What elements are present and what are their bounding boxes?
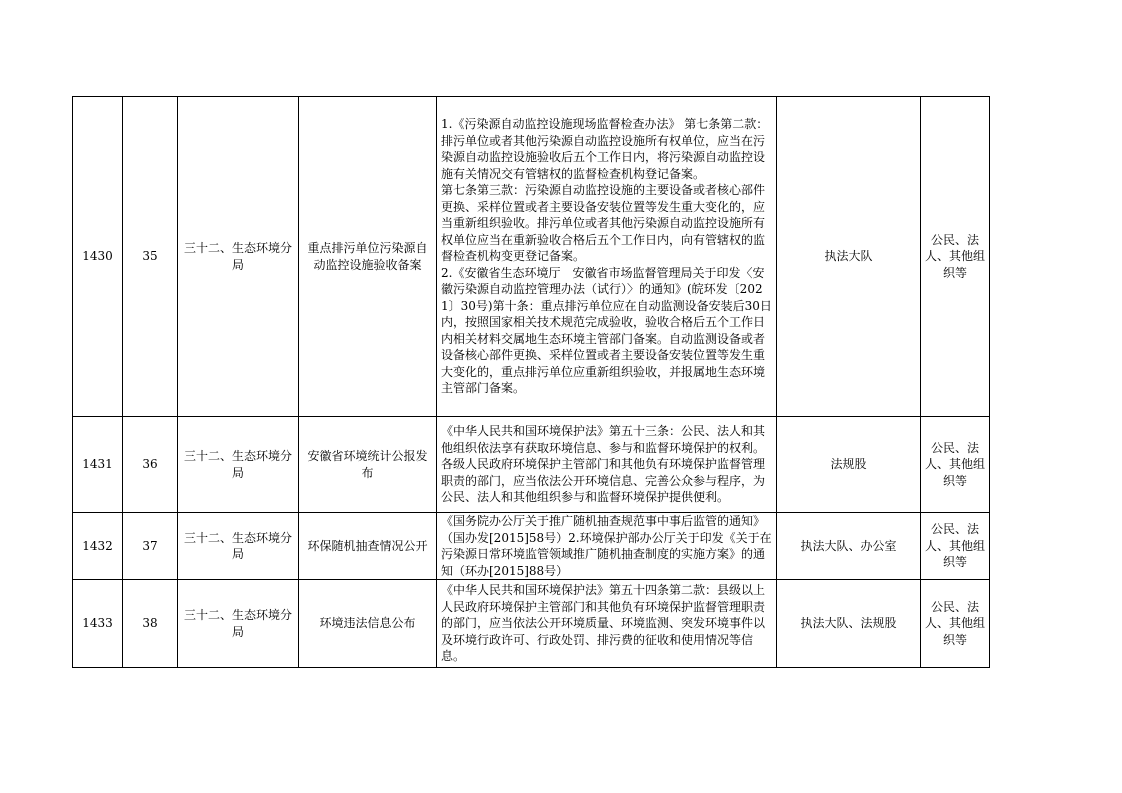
table-row <box>73 417 990 513</box>
cell-unit: 执法大队 <box>777 97 921 417</box>
cell-item: 环保随机抽查情况公开 <box>299 513 437 580</box>
cell-item: 环境违法信息公布 <box>299 580 437 668</box>
cell-basis: 《国务院办公厅关于推广随机抽查规范事中事后监管的通知》（国办发[2015]58号）2.环境保护部办公厅关于印发《关于在污染源日常环境监管领域推广随机抽查制度的实施方案》的通知（环办[2015]88号） <box>437 513 777 580</box>
table-row <box>73 580 990 668</box>
cell-item: 安徽省环境统计公报发布 <box>299 417 437 513</box>
cell-no: 37 <box>123 513 178 580</box>
cell-item: 重点排污单位污染源自动监控设施验收备案 <box>299 97 437 417</box>
cell-no: 36 <box>123 417 178 513</box>
cell-target: 公民、法人、其他组织等 <box>921 97 990 417</box>
table-row <box>73 513 990 580</box>
disclosure-table <box>72 96 990 668</box>
cell-unit: 执法大队、法规股 <box>777 580 921 668</box>
cell-dept: 三十二、生态环境分局 <box>178 513 299 580</box>
cell-unit: 法规股 <box>777 417 921 513</box>
cell-seq: 1433 <box>73 580 123 668</box>
cell-dept: 三十二、生态环境分局 <box>178 417 299 513</box>
cell-seq: 1430 <box>73 97 123 417</box>
cell-basis: 《中华人民共和国环境保护法》第五十三条：公民、法人和其他组织依法享有获取环境信息、参与和监督环境保护的权利。各级人民政府环境保护主管部门和其他负有环境保护监督管理职责的部门，应当依法公开环境信息、完善公众参与程序，为公民、法人和其他组织参与和监督环境保护提供便利。 <box>437 417 777 513</box>
cell-dept: 三十二、生态环境分局 <box>178 97 299 417</box>
cell-unit: 执法大队、办公室 <box>777 513 921 580</box>
cell-target: 公民、法人、其他组织等 <box>921 580 990 668</box>
cell-seq: 1431 <box>73 417 123 513</box>
cell-dept: 三十二、生态环境分局 <box>178 580 299 668</box>
cell-basis: 1.《污染源自动监控设施现场监督检查办法》 第七条第二款：排污单位或者其他污染源自动监控设施所有权单位，应当在污染源自动监控设施验收后五个工作日内，将污染源自动监控设施有关情况交有管辖权的监督检查机构登记备案。 第七条第三款：污染源自动监控设施的主要设备或者核心部件更换、采样位置或者主要设备安装位置等发生重大变化的，应当重新组织验收。排污单位或者其他污染源自动监控设施所有权单位应当在重新验收合格后五个工作日内，向有管辖权的监督检查机构变更登记备案。 2.《安徽省生态环境厅 安徽省市场监督管理局关于印发〈安徽污染源自动监控管理办法（试行）〉的通知》(皖环发〔2021〕30号)第十条：重点排污单位应在自动监测设备安装后30日内，按照国家相关技术规范完成验收，验收合格后五个工作日内相关材料交属地生态环境主管部门备案。自动监测设备或者设备核心部件更换、采样位置或者主要设备安装位置等发生重大变化的，重点排污单位应重新组织验收，并报属地生态环境主管部门备案。 <box>437 97 777 417</box>
cell-no: 38 <box>123 580 178 668</box>
table-row <box>73 97 990 417</box>
cell-seq: 1432 <box>73 513 123 580</box>
cell-target: 公民、法人、其他组织等 <box>921 417 990 513</box>
cell-no: 35 <box>123 97 178 417</box>
cell-basis: 《中华人民共和国环境保护法》第五十四条第二款：县级以上人民政府环境保护主管部门和其他负有环境保护监督管理职责的部门，应当依法公开环境质量、环境监测、突发环境事件以及环境行政许可、行政处罚、排污费的征收和使用情况等信息。 <box>437 580 777 668</box>
cell-target: 公民、法人、其他组织等 <box>921 513 990 580</box>
